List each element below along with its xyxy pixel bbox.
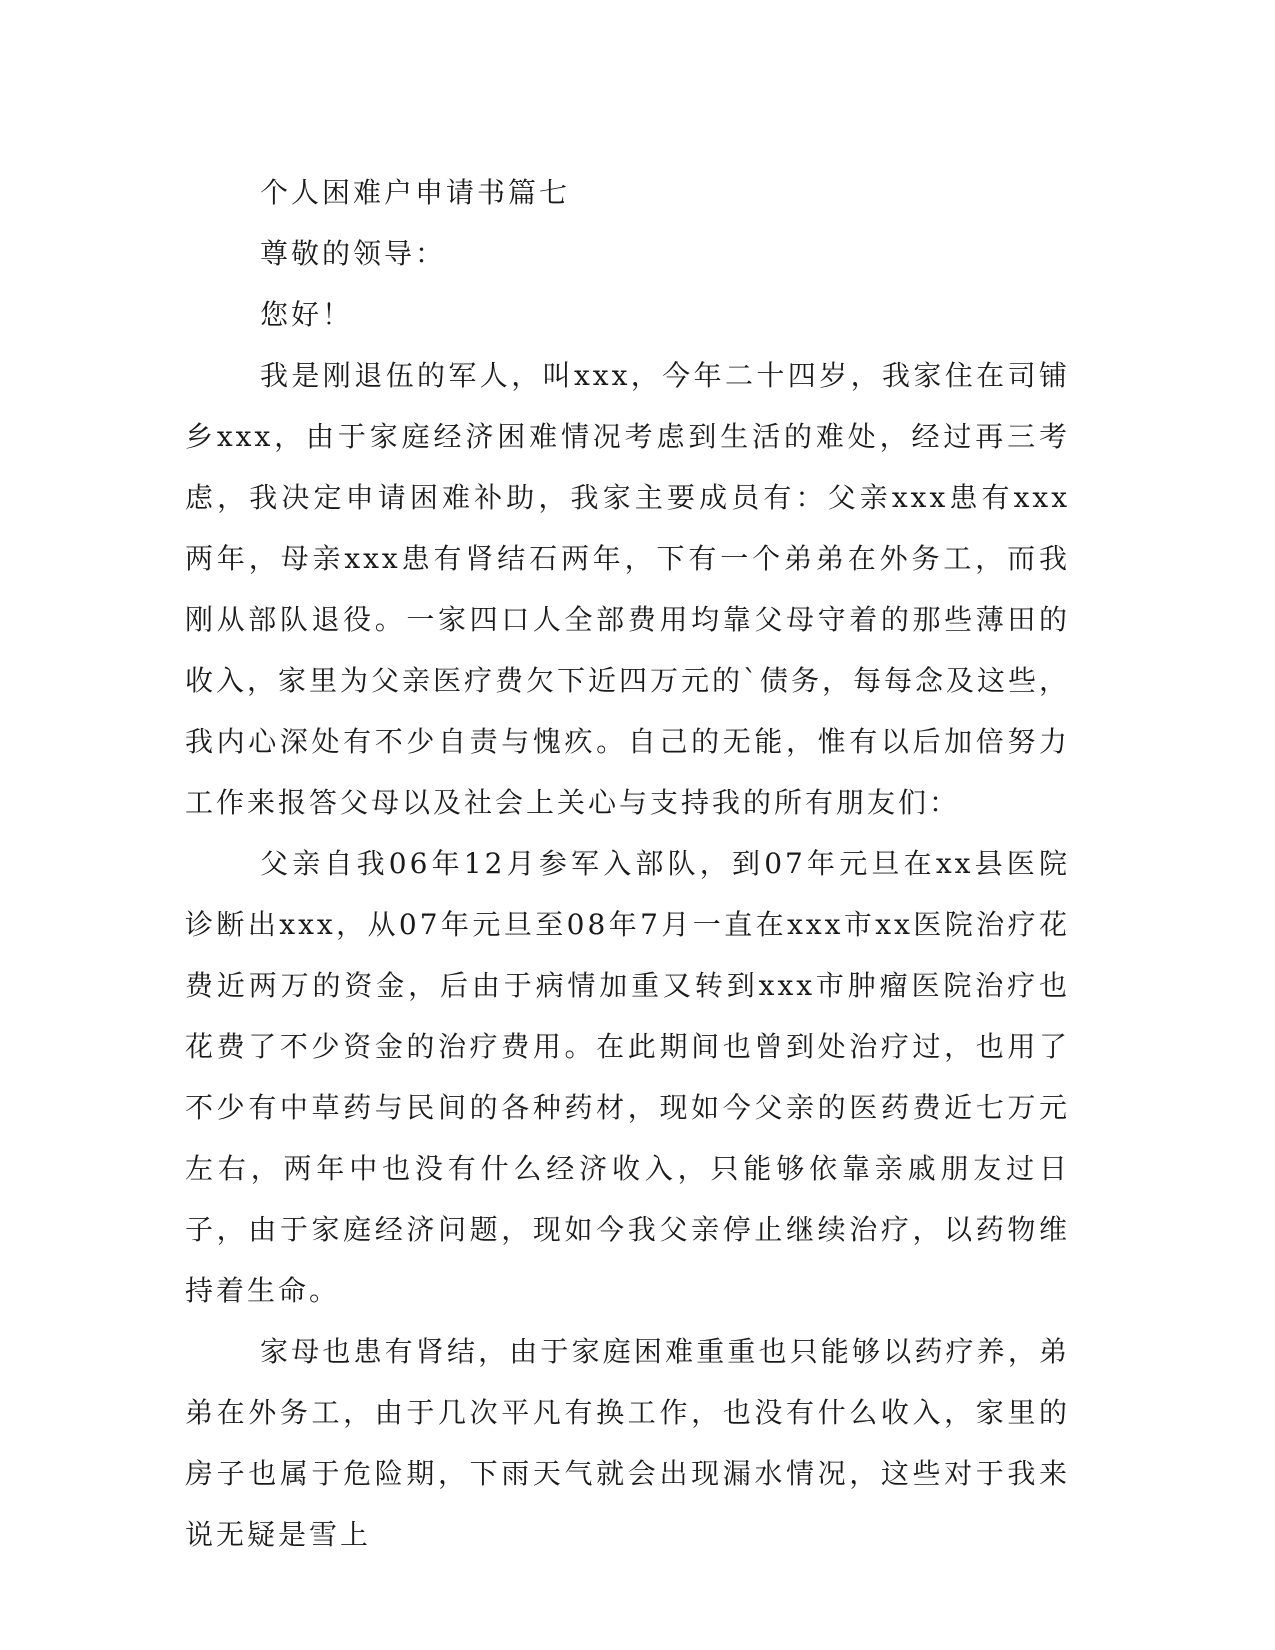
document-title: 个人困难户申请书篇七 <box>260 176 571 209</box>
salutation: 尊敬的领导： <box>260 237 447 270</box>
document-body <box>185 162 1070 1565</box>
body-paragraph-3: 家母也患有肾结，由于家庭困难重重也只能够以药疗养，弟弟在外务工，由于几次平凡有换工作，也没有什么收入，家里的房子也属于危险期，下雨天气就会出现漏水情况，这些对于我来说无疑是雪上 <box>185 1335 1070 1551</box>
body-paragraph-1: 我是刚退伍的军人，叫xxx，今年二十四岁，我家住在司铺乡xxx，由于家庭经济困难情况考虑到生活的难处，经过再三考虑，我决定申请困难补助，我家主要成员有：父亲xxx患有xxx两年，母亲xxx患有肾结石两年，下有一个弟弟在外务工，而我刚从部队退役。一家四口人全部费用均靠父母守着的那些薄田的收入，家里为父亲医疗费欠下近四万元的`债务，每每念及这些，我内心深处有不少自责与愧疚。自己的无能，惟有以后加倍努力工作来报答父母以及社会上关心与支持我的所有朋友们： <box>185 359 1071 819</box>
greeting: 您好！ <box>260 298 354 331</box>
body-paragraph-2: 父亲自我06年12月参军入部队，到07年元旦在xx县医院诊断出xxx，从07年元旦至08年7月一直在xxx市xx医院治疗花费近两万的资金，后由于病情加重又转到xxx市肿瘤医院治疗也花费了不少资金的治疗费用。在此期间也曾到处治疗过，也用了不少有中草药与民间的各种药材，现如今父亲的医药费近七万元左右，两年中也没有什么经济收入，只能够依靠亲戚朋友过日子，由于家庭经济问题，现如今我父亲停止继续治疗，以药物维持着生命。 <box>185 847 1070 1307</box>
